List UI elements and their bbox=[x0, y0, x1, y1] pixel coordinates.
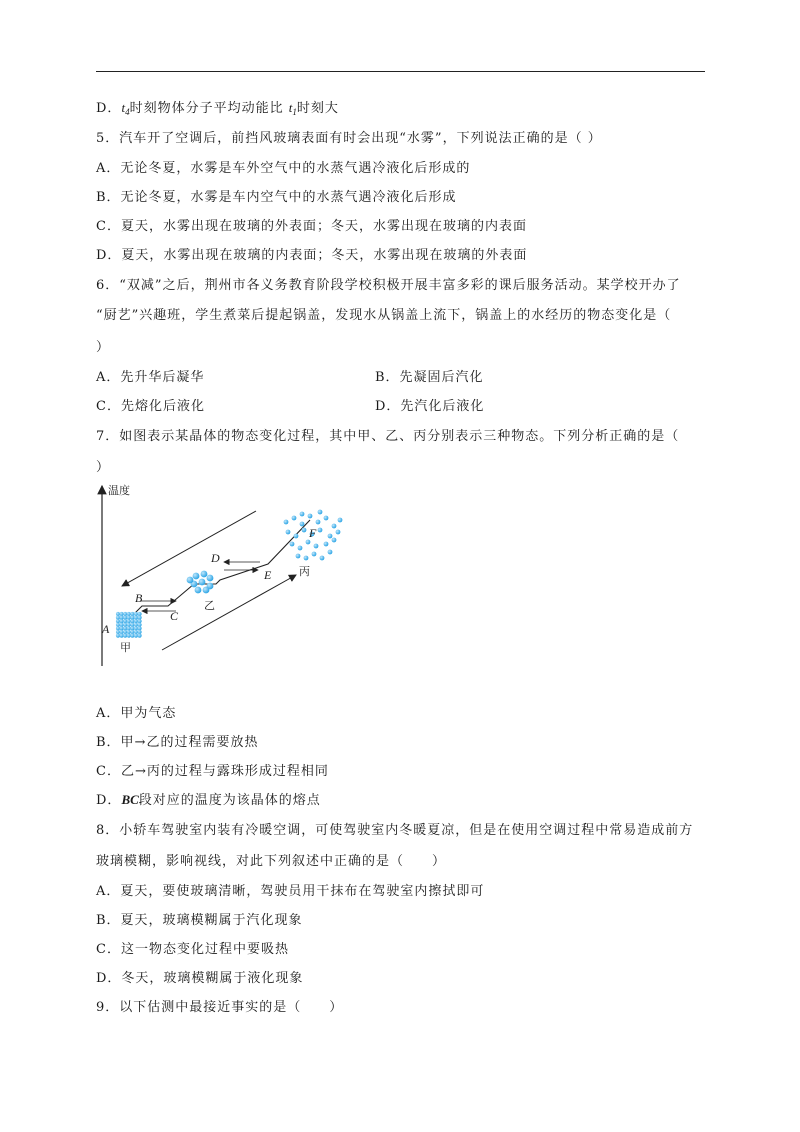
liquid-particle bbox=[207, 575, 214, 582]
solid-particle bbox=[123, 623, 127, 627]
q8-option-d: D．冬天，玻璃模糊属于液化现象 bbox=[96, 971, 304, 986]
q8-option-b: B．夏天，玻璃模糊属于汽化现象 bbox=[96, 913, 303, 928]
gas-particle bbox=[332, 538, 337, 543]
liquid-particles bbox=[187, 571, 214, 594]
solid-particle bbox=[116, 612, 120, 616]
q4-option-d-prefix: D． bbox=[96, 101, 122, 116]
gas-particle bbox=[328, 534, 333, 539]
q7-option-c: C．乙→丙的过程与露珠形成过程相同 bbox=[96, 764, 329, 779]
q5-stem: 5．汽车开了空调后，前挡风玻璃表面有时会出现“水雾”，下列说法正确的是（ ） bbox=[96, 131, 602, 146]
q5-option-d: D．夏天，水雾出现在玻璃的内表面；冬天，水雾出现在玻璃的外表面 bbox=[96, 248, 528, 263]
q7-stem-line1: 7．如图表示某晶体的物态变化过程，其中甲、乙、丙分别表示三种物态。下列分析正确的是（ bbox=[96, 429, 680, 444]
q8-option-a: A．夏天，要使玻璃清晰，驾驶员用干抹布在驾驶室内擦拭即可 bbox=[96, 884, 485, 899]
temperature-curve bbox=[130, 520, 310, 618]
point-label-b: B bbox=[135, 591, 143, 605]
q7-option-a: A．甲为气态 bbox=[96, 706, 177, 721]
state-label-jia: 甲 bbox=[120, 641, 131, 654]
solid-particle bbox=[138, 634, 142, 638]
q7-option-d-rest: 段对应的温度为该晶体的熔点 bbox=[138, 793, 321, 808]
solid-particle bbox=[123, 630, 127, 634]
q8-option-c: C．这一物态变化过程中要吸热 bbox=[96, 942, 289, 957]
solid-particle bbox=[116, 619, 120, 623]
q5-option-c: C．夏天，水雾出现在玻璃的外表面；冬天，水雾出现在玻璃的内表面 bbox=[96, 219, 527, 234]
solid-particle bbox=[127, 630, 131, 634]
phase-change-diagram bbox=[90, 478, 360, 673]
gas-particle bbox=[302, 528, 307, 533]
liquid-particle bbox=[193, 573, 200, 580]
solid-particle bbox=[138, 626, 142, 630]
q8-stem-line1: 8．小轿车驾驶室内装有冷暖空调，可使驾驶室内冬暖夏凉，但是在使用空调过程中常易造成前方 bbox=[96, 823, 694, 838]
solid-particle bbox=[120, 612, 124, 616]
gas-particle bbox=[320, 556, 325, 561]
solid-particle bbox=[116, 626, 120, 630]
solid-particle bbox=[127, 626, 131, 630]
gas-particle bbox=[300, 522, 305, 527]
q6-option-c: C．先熔化后液化 bbox=[96, 399, 205, 414]
gas-particle bbox=[328, 550, 333, 555]
q7-option-b: B．甲→乙的过程需要放热 bbox=[96, 735, 259, 750]
q7-option-d bbox=[96, 789, 321, 808]
solid-particles bbox=[116, 612, 142, 638]
solid-particle bbox=[120, 626, 124, 630]
solid-particle bbox=[134, 623, 138, 627]
t4-subscript: 4 bbox=[125, 107, 130, 117]
solid-particle bbox=[123, 612, 127, 616]
point-label-a: A bbox=[102, 622, 110, 636]
solid-particle bbox=[123, 634, 127, 638]
solid-particle bbox=[130, 626, 134, 630]
header-rule bbox=[96, 71, 705, 72]
solid-particle bbox=[134, 626, 138, 630]
solid-particle bbox=[127, 616, 131, 620]
q6-option-a: A．先升华后凝华 bbox=[96, 370, 205, 385]
q6-option-b: B．先凝固后汽化 bbox=[375, 370, 484, 385]
q6-stem-line3: ） bbox=[96, 340, 111, 355]
gas-particle bbox=[338, 518, 343, 523]
q6-option-d: D．先汽化后液化 bbox=[375, 399, 485, 414]
state-label-bing: 丙 bbox=[299, 565, 310, 578]
liquid-particle bbox=[201, 571, 208, 578]
heating-arrow bbox=[162, 575, 296, 650]
solid-particle bbox=[123, 626, 127, 630]
q7-option-d-prefix: D． bbox=[96, 793, 122, 808]
gas-particle bbox=[336, 530, 341, 535]
solid-particle bbox=[127, 634, 131, 638]
t1-letter: t bbox=[288, 100, 293, 115]
solid-particle bbox=[134, 634, 138, 638]
gas-particle bbox=[332, 524, 337, 529]
solid-particle bbox=[130, 630, 134, 634]
state-label-yi: 乙 bbox=[204, 599, 215, 612]
gas-particle bbox=[298, 546, 303, 551]
solid-particle bbox=[138, 623, 142, 627]
gas-particle bbox=[308, 514, 313, 519]
gas-particle bbox=[318, 510, 323, 515]
gas-particle bbox=[304, 556, 309, 561]
t1-subscript: 1 bbox=[292, 107, 297, 117]
solid-particle bbox=[127, 623, 131, 627]
solid-particle bbox=[116, 616, 120, 620]
gas-particle bbox=[294, 534, 299, 539]
q6-stem-line1: 6．“双减”之后，荆州市各义务教育阶段学校积极开展丰富多彩的课后服务活动。某学校开办了 bbox=[96, 278, 681, 293]
solid-particle bbox=[134, 612, 138, 616]
solid-particle bbox=[127, 612, 131, 616]
solid-particle bbox=[138, 616, 142, 620]
solid-particle bbox=[116, 623, 120, 627]
solid-particle bbox=[130, 623, 134, 627]
gas-particle bbox=[306, 540, 311, 545]
point-label-e: E bbox=[264, 568, 272, 582]
liquid-particle bbox=[203, 587, 210, 594]
q4-option-d bbox=[96, 97, 339, 117]
solid-particle bbox=[123, 619, 127, 623]
solid-particle bbox=[120, 616, 124, 620]
gas-particle bbox=[312, 552, 317, 557]
solid-particle bbox=[120, 623, 124, 627]
gas-particle bbox=[324, 542, 329, 547]
point-label-c: C bbox=[170, 609, 179, 623]
gas-particle bbox=[296, 554, 301, 559]
solid-particle bbox=[134, 630, 138, 634]
solid-particle bbox=[134, 616, 138, 620]
solid-particle bbox=[116, 634, 120, 638]
q8-stem-line2: 玻璃模糊，影响视线，对此下列叙述中正确的是（ ） bbox=[96, 854, 447, 869]
solid-particle bbox=[127, 619, 131, 623]
solid-particle bbox=[116, 630, 120, 634]
point-label-f: F bbox=[309, 526, 317, 540]
gas-particle bbox=[292, 516, 297, 521]
solid-particle bbox=[120, 630, 124, 634]
solid-particle bbox=[130, 612, 134, 616]
solid-particle bbox=[123, 616, 127, 620]
solid-particle bbox=[138, 612, 142, 616]
gas-particle bbox=[324, 516, 329, 521]
solid-particle bbox=[120, 619, 124, 623]
solid-particle bbox=[134, 619, 138, 623]
gas-particle bbox=[284, 520, 289, 525]
q9-stem: 9．以下估测中最接近事实的是（ ） bbox=[96, 1000, 344, 1015]
t4-letter: t bbox=[121, 100, 126, 115]
gas-particle bbox=[316, 520, 321, 525]
solid-particle bbox=[138, 619, 142, 623]
gas-particle bbox=[290, 542, 295, 547]
liquid-particle bbox=[199, 579, 206, 586]
point-label-d: D bbox=[211, 551, 220, 565]
q5-option-a: A．无论冬夏，水雾是车外空气中的水蒸气遇冷液化后形成的 bbox=[96, 161, 471, 176]
q7-stem-line2: ） bbox=[96, 460, 111, 475]
segment-bc: BC bbox=[121, 792, 139, 807]
axis-label-temperature: 温度 bbox=[108, 484, 130, 497]
gas-particle bbox=[318, 528, 323, 533]
solid-particle bbox=[130, 634, 134, 638]
gas-particle bbox=[286, 530, 291, 535]
solid-particle bbox=[130, 616, 134, 620]
gas-particle bbox=[300, 512, 305, 517]
q5-option-b: B．无论冬夏，水雾是车内空气中的水蒸气遇冷液化后形成 bbox=[96, 190, 457, 205]
liquid-particle bbox=[187, 577, 194, 584]
liquid-particle bbox=[195, 587, 202, 594]
solid-particle bbox=[130, 619, 134, 623]
q6-stem-line2: “厨艺”兴趣班，学生煮菜后提起锅盖，发现水从锅盖上流下，锅盖上的水经历的物态变化是（ bbox=[96, 308, 672, 323]
solid-particle bbox=[138, 630, 142, 634]
q4-option-d-middle: 时刻物体分子平均动能比 bbox=[129, 101, 284, 116]
solid-particle bbox=[120, 634, 124, 638]
gas-particle bbox=[314, 544, 319, 549]
q4-option-d-suffix: 时刻大 bbox=[296, 101, 339, 116]
